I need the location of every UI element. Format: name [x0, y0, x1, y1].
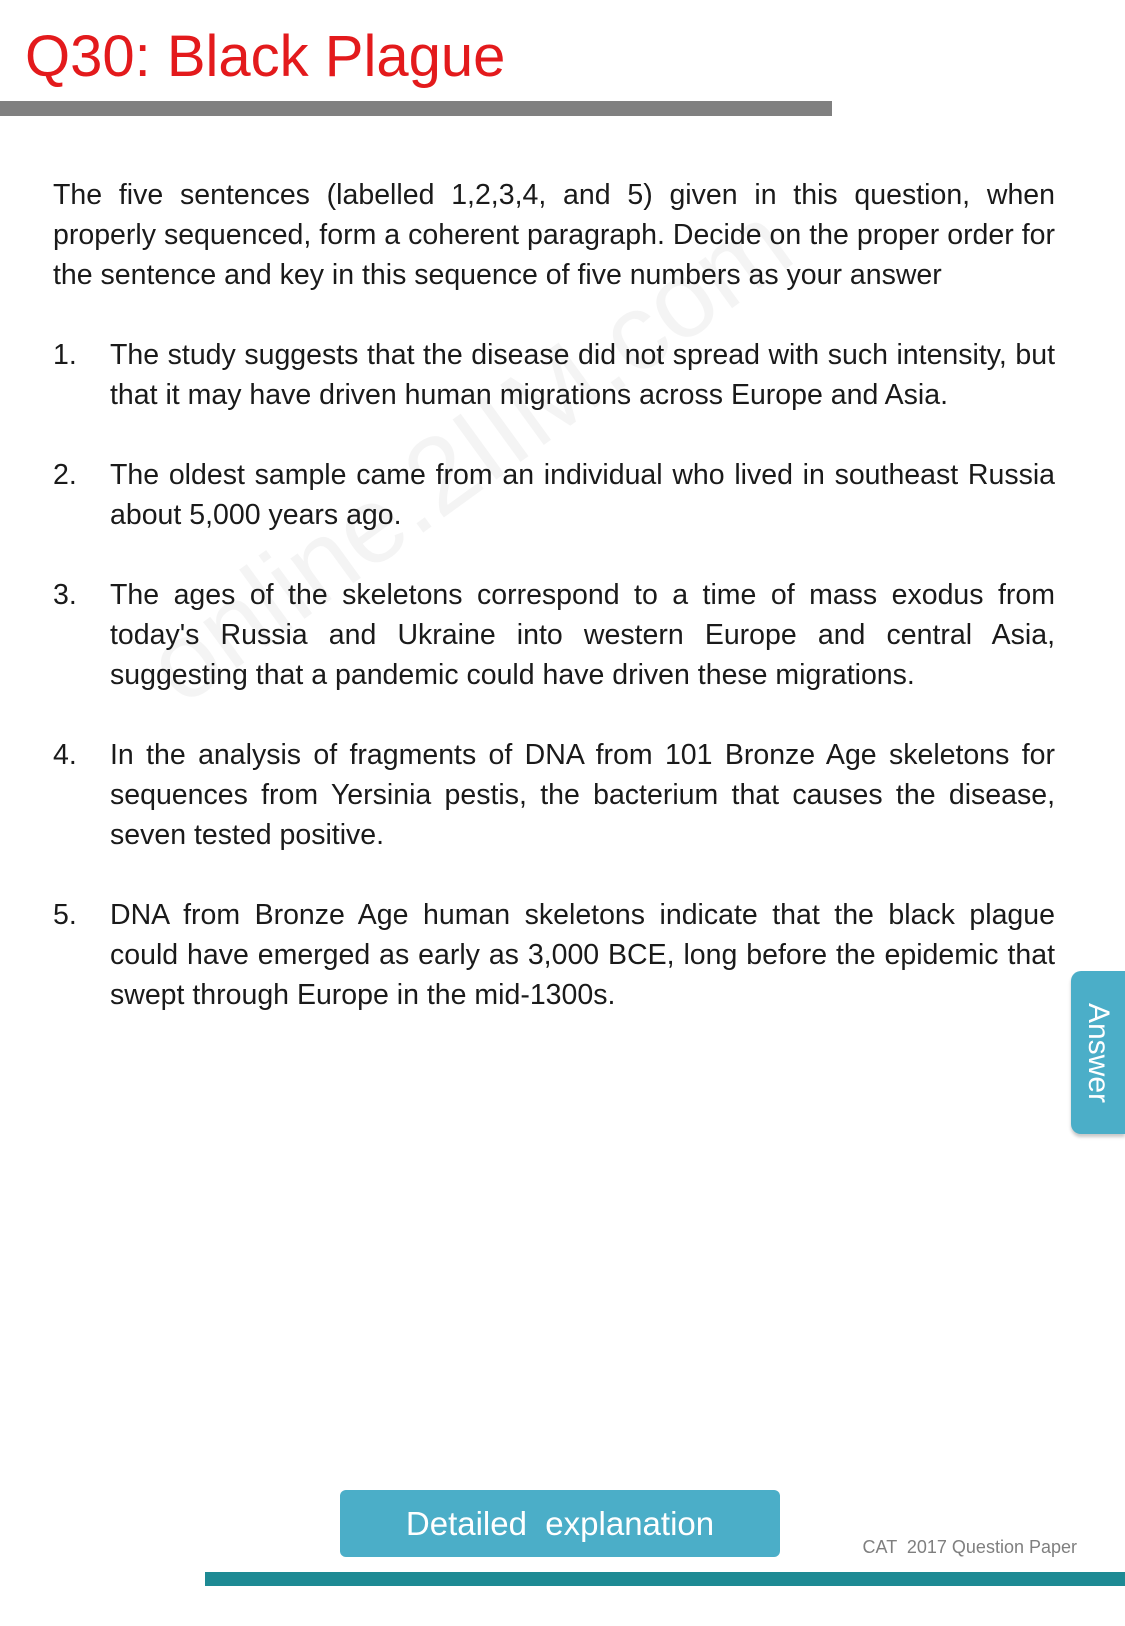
footer-source-note: CAT 2017 Question Paper	[862, 1537, 1077, 1557]
detailed-explanation-button[interactable]: Detailed explanation	[340, 1490, 780, 1557]
sentence-text: The oldest sample came from an individual who lived in southeast Russia about 5,000 years ago.	[110, 459, 1055, 531]
sentence-text: DNA from Bronze Age human skeletons indicate that the black plague could have emerged as early as 3,000 BCE, long before the epidemic that swept through Europe in the mid-1300s.	[110, 899, 1055, 1011]
question-body	[53, 175, 1055, 1055]
question-instructions: The five sentences (labelled 1,2,3,4, and 5) given in this question, when properly sequenced, form a coherent paragraph. Decide on the proper order for the sentence and key in this sequence of five numbers as your answer	[53, 179, 1055, 291]
sentence-item	[53, 335, 1055, 415]
sentence-item	[53, 575, 1055, 695]
sentence-number: 2.	[53, 459, 77, 491]
sentence-text: In the analysis of fragments of DNA from 101 Bronze Age skeletons for sequences from Yersinia pestis, the bacterium that causes the disease, seven tested positive.	[110, 739, 1055, 851]
answer-tab-button[interactable]	[1071, 971, 1125, 1134]
sentence-number: 4.	[53, 739, 77, 771]
sentence-list	[53, 335, 1055, 1015]
sentence-text: The ages of the skeletons correspond to a time of mass exodus from today's Russia and Ukraine into western Europe and central Asia, suggesting that a pandemic could have driven these migrations.	[110, 579, 1055, 691]
sentence-item	[53, 735, 1055, 855]
page-title: Q30: Black Plague	[25, 24, 506, 89]
title-divider	[0, 101, 832, 116]
footer-divider	[205, 1572, 1125, 1586]
sentence-item	[53, 455, 1055, 535]
sentence-text: The study suggests that the disease did not spread with such intensity, but that it may have driven human migrations across Europe and Asia.	[110, 339, 1055, 411]
sentence-item	[53, 895, 1055, 1015]
sentence-number: 1.	[53, 339, 77, 371]
answer-tab-label: Answer	[1082, 1002, 1115, 1103]
sentence-number: 3.	[53, 579, 77, 611]
sentence-number: 5.	[53, 899, 77, 931]
